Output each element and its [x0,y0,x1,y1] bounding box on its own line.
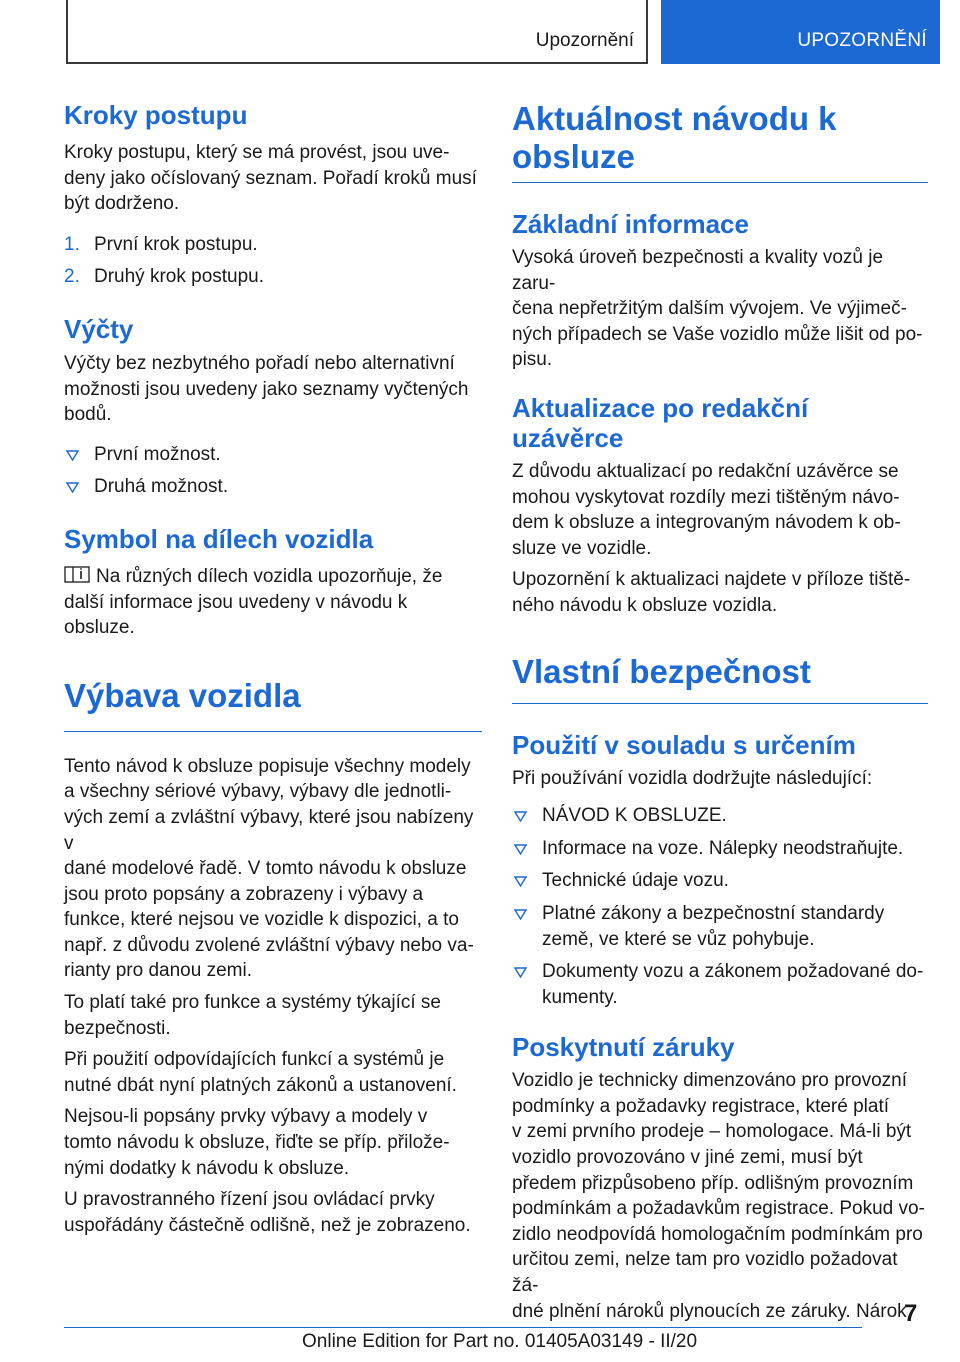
item-text: Dokumenty vozu a zákonem požadované do- [542,961,924,983]
list-item [512,868,928,894]
enumerations-intro [64,351,482,428]
symbol-paragraph [64,564,482,641]
triangle-bullet-icon [514,844,527,855]
list-item [512,836,928,862]
equipment-body [64,754,482,1239]
book-icon [64,566,92,584]
triangle-bullet-icon [514,811,527,822]
steps-heading: Kroky postupu [64,100,248,130]
updates-body [512,459,928,619]
triangle-bullet-icon [66,482,79,493]
paragraph [64,990,482,1041]
enumerations-heading: Výčty [64,313,134,344]
text-line: dem k obsluze a integrovaným návodem k ob- [512,512,901,534]
text-line [64,564,482,590]
item-text: Platné zákony a bezpečnostní standardy [542,902,885,924]
updates-heading-line: Aktualizace po redakční [512,392,809,423]
basic-info-body [512,245,928,373]
text-line: určitou zemi, nelze tam pro vozidlo požadovat žá- [512,1249,898,1297]
text-line: Vysoká úroveň bezpečnosti a kvality vozů je zaru- [512,247,884,294]
text-line: dané modelové řadě. V tomto návodu k obsluze [64,858,467,880]
warranty-heading: Poskytnutí záruky [512,1032,735,1063]
step-number: 2. [64,266,80,288]
currency-heading-block [512,100,928,183]
paragraph [64,1104,482,1181]
updates-heading-block [512,393,928,453]
footer-divider [64,1327,862,1328]
steps-list [64,232,482,290]
text-line: podmínky a požadavky registrace, které platí [512,1095,890,1117]
safety-heading: Vlastní bezpečnost [512,653,928,704]
text-line: deny jako očíslovaný seznam. Pořadí kroků musí [64,167,477,189]
text-line: ného návodu k obsluze vozidla. [512,594,778,616]
paragraph [512,567,928,618]
text-line: v zemi prvního prodeje – homologace. Má-li být [512,1121,912,1143]
option-text: Druhá možnost. [94,476,229,498]
list-item [64,474,482,500]
warranty-body [512,1068,928,1324]
symbol-heading: Symbol na dílech vozidla [64,523,374,554]
text-line: sluze ve vozidle. [512,537,652,559]
item-text: Technické údaje vozu. [542,870,729,892]
text-line: ných případech se Vaše vozidlo může lišit od po- [512,323,923,345]
paragraph [64,754,482,984]
text-line: podmínkám a požadavkům registrace. Pokud vo- [512,1198,925,1220]
text-line: Z důvodu aktualizací po redakční uzávěrce se [512,460,899,482]
text-line: uspořádány částečně odlišně, než je zobrazeno. [64,1214,471,1236]
page-number: 7 [904,1300,918,1327]
text-line: To platí také pro funkce a systémy týkající se [64,992,441,1014]
text-line: Upozornění k aktualizaci najdete v příloze tiště- [512,569,911,591]
text-line: dné plnění nároků plynoucích ze záruky. Nárok [512,1300,907,1322]
footer-edition: Online Edition for Part no. 01405A03149 - II/20 [302,1331,698,1352]
text-line: např. z důvodu zvolené zvláštní výbavy nebo va- [64,934,474,956]
text-line: další informace jsou uvedeny v návodu k obsluze. [64,591,408,639]
text-line: vozidlo provozováno v jiné zemi, musí být [512,1147,863,1169]
item-text: kumenty. [542,986,618,1008]
text-line: tomto návodu k obsluze, řiďte se příp. přilože- [64,1132,450,1154]
text-line: Při použití odpovídajících funkcí a systémů je [64,1049,445,1071]
intended-use-heading: Použití v souladu s určením [512,729,856,760]
text-line: Nejsou-li popsány prvky výbavy a modely v [64,1106,428,1128]
text-line: zidlo neodpovídá homologačním podmínkám pro [512,1223,923,1245]
text-line: čena nepřetržitým dalším vývojem. Ve výjimeč- [512,298,907,320]
step-number: 1. [64,233,80,255]
triangle-bullet-icon [514,876,527,887]
list-item [512,959,928,1010]
text-line: Tento návod k obsluze popisuje všechny modely [64,755,471,777]
symbol-text: Na různých dílech vozidla upozorňuje, že [96,565,443,587]
option-text: První možnost. [94,443,221,465]
text-line: bodů. [64,404,112,426]
basic-info-heading: Základní informace [512,209,749,239]
header-chapter-tab[interactable] [661,0,940,64]
equipment-heading: Výbava vozidla [64,677,482,732]
text-line: pisu. [512,349,553,371]
intended-use-list [512,803,928,1010]
triangle-bullet-icon [514,967,527,978]
item-text: Informace na voze. Nálepky neodstraňujte. [542,837,904,859]
left-column [64,100,482,1238]
paragraph [64,1187,482,1238]
list-item [64,442,482,468]
text-line: předem přizpůsobeno příp. odlišným provozním [512,1172,914,1194]
text-line: jsou proto popsány a zobrazeny i výbavy a [64,883,424,905]
text-line: Výčty bez nezbytného pořadí nebo alternativní [64,352,455,374]
triangle-bullet-icon [514,909,527,920]
paragraph [64,1047,482,1098]
text-line: možnosti jsou uvedeny jako seznamy vyčtených [64,378,469,400]
list-item [64,264,482,290]
text-line: nými dodatky k návodu k obsluze. [64,1157,350,1179]
right-column [512,100,928,1324]
list-item [512,901,928,952]
triangle-bullet-icon [66,450,79,461]
header-section-box [66,0,648,64]
text-line: rianty pro danou zemi. [64,960,252,982]
item-text: země, ve které se vůz pohybuje. [542,928,815,950]
text-line: nutné dbát nyní platných zákonů a ustanovení. [64,1074,457,1096]
updates-heading-line: uzávěrce [512,422,624,453]
text-line: vých zemí a zvláštní výbavy, které jsou nabízeny v [64,806,474,854]
header-chapter-label: UPOZORNĚNÍ [797,30,927,51]
text-line: Vozidlo je technicky dimenzováno pro provozní [512,1070,908,1092]
header-section-title: Upozornění [535,30,634,51]
text-line: funkce, které nejsou ve vozidle k dispozici, a to [64,909,459,931]
step-text: Druhý krok postupu. [94,266,265,288]
text-line: bezpečnosti. [64,1017,171,1039]
item-text: NÁVOD K OBSLUZE. [542,805,727,827]
currency-heading-line: Aktuálnost návodu k [512,100,837,137]
text-line: U pravostranného řízení jsou ovládací prvky [64,1189,435,1211]
step-text: První krok postupu. [94,233,258,255]
text-line: Kroky postupu, který se má provést, jsou uve- [64,142,450,163]
currency-heading-line: obsluze [512,138,635,175]
enumerations-list [64,442,482,500]
list-item [64,232,482,258]
text-line: a všechny sériové výbavy, výbavy dle jednotli- [64,781,452,803]
intended-use-intro: Při používání vozidla dodržujte následující: [512,767,873,789]
text-line: být dodrženo. [64,193,180,215]
text-line: mohou vyskytovat rozdíly mezi tištěným návo- [512,486,900,508]
steps-intro [64,140,482,217]
list-item [512,803,928,829]
